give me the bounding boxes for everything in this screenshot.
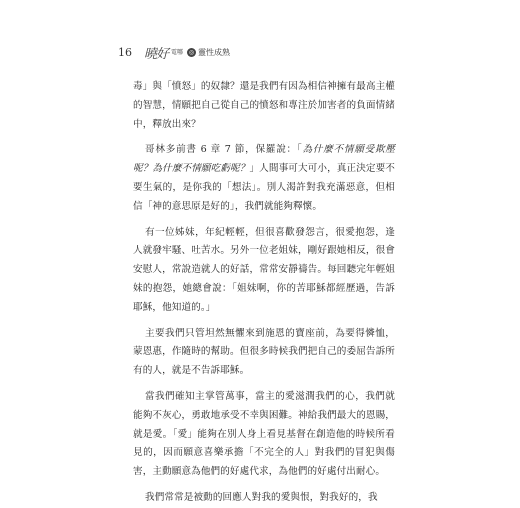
paragraph-3: 有一位姊妹，年紀輕輕，但很喜歡發怨言，很愛抱怨，逢人就發牢騷、吐苦水。另外一位老姐妹，剛好跟她相反，很會安慰人，常說造就人的好話，常常安靜禱告。每回聽完年輕姐妹的抱怨，她總會說：「姐妹啊，你的苦耶穌都經歷過，告訴耶穌，他知道的。」: [133, 226, 395, 313]
paragraph-2-intro: 哥林多前書 6 章 7 節，保羅說：「: [145, 144, 303, 156]
paragraph-2: [133, 141, 395, 216]
scripture-quote: 為什麼不情願受欺壓呢？為什麼不情願吃虧呢？: [133, 144, 395, 175]
page-header: [118, 42, 230, 62]
paragraph-1: 毒」與「憤怒」的奴隸？還是我們有因為相信神擁有最高主權的智慧，情願把自己從自己的憤怒和專注於加害者的負面情緒中，釋放出來？: [133, 81, 395, 130]
paragraph-4: 主要我們只管坦然無懼來到施恩的寶座前，為要得憐恤，蒙恩惠，作隨時的幫助。但很多時候我們把自己的委屈告訴所有的人，就是不告訴耶穌。: [133, 327, 395, 377]
paragraph-5: 當我們確知主掌管萬事，當主的愛滋潤我們的心，我們就能夠不灰心，勇敢地承受不幸與困難。神給我們最大的恩賜，就是愛。「愛」能夠在別人身上看見基督在創造他的時候所看見的，因而願意喜樂承擔「不完全的人」對我們的冒犯與傷害，主動願意為他們的好處代求，為他們的好處付出耐心。: [133, 390, 395, 478]
section-circle-icon: ◎: [188, 48, 195, 56]
logo-title: 曉好: [144, 46, 169, 62]
logo-subtitle: 電哪: [171, 48, 184, 56]
paragraph-2-rest: 」人間事可大可小，真正決定要不要生氣的，是你我的「想法」。別人渴許對我充滿惡意，但相信「神的意思原是好的」，我們就能夠釋懷。: [133, 163, 396, 212]
section-title: 靈性成熟: [198, 47, 231, 57]
paragraph-6: 我們常常是被動的回應人對我的愛與恨，對我好的，我: [145, 491, 378, 503]
page-number: 16: [118, 45, 132, 59]
book-logo: [144, 43, 187, 62]
body-text: [133, 78, 395, 508]
